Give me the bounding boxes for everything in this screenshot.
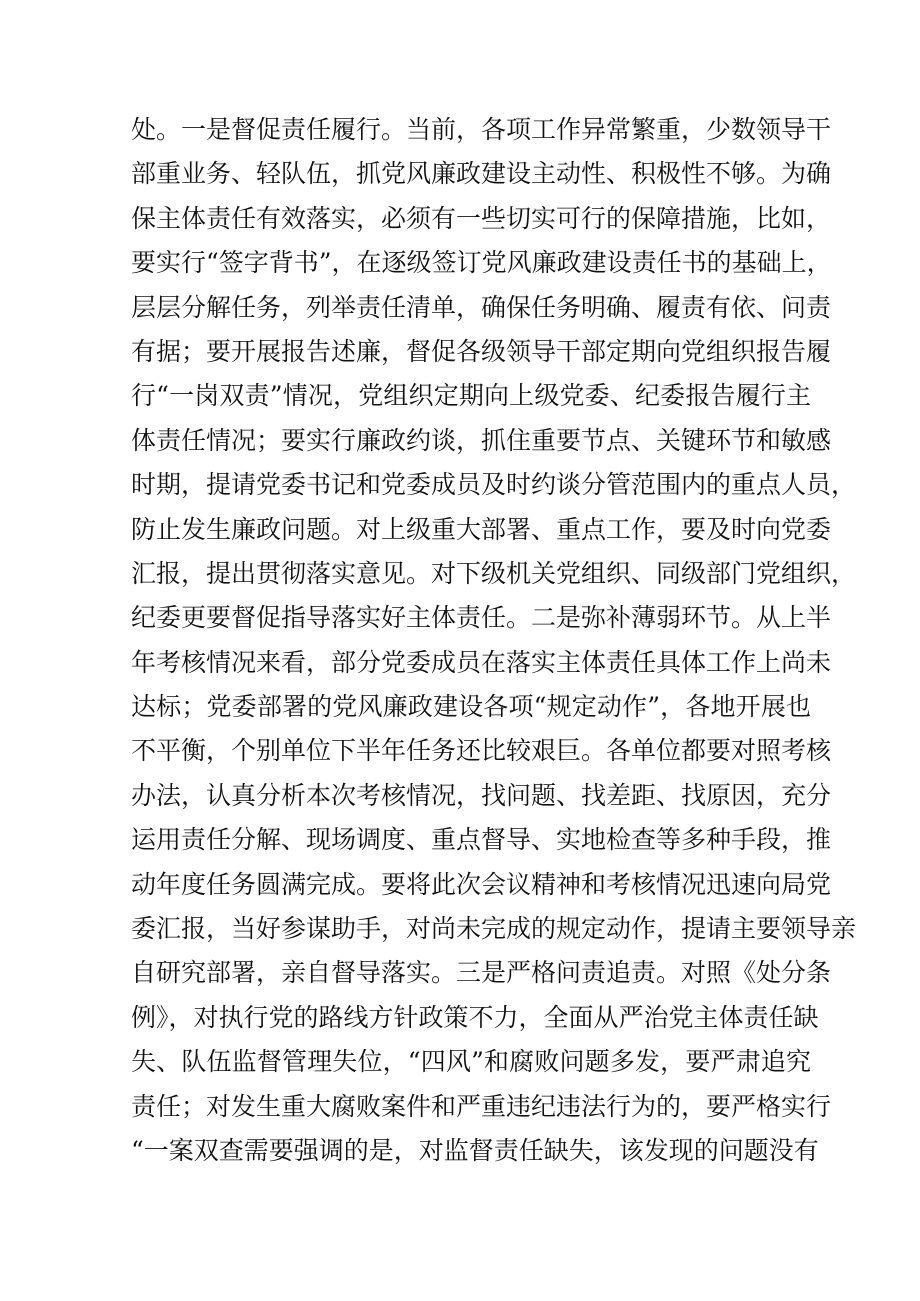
text-line: 要实行“签字背书”，在逐级签订党风廉政建设责任书的基础上，: [131, 248, 832, 278]
text-line: 责任；对发生重大腐败案件和严重违纪违法行为的，要严格实行: [131, 1091, 832, 1121]
text-line: 失、队伍监督管理失位，“四风”和腐败问题多发，要严肃追究: [131, 1047, 811, 1077]
text-line: 层层分解任务，列举责任清单，确保任务明确、履责有依、问责: [131, 292, 832, 322]
text-line: “一案双查需要强调的是，对监督责任缺失，该发现的问题没有: [131, 1135, 819, 1165]
text-line: 办法，认真分析本次考核情况，找问题、找差距、找原因，充分: [131, 780, 832, 810]
text-line: 不平衡，个别单位下半年任务还比较艰巨。各单位都要对照考核: [131, 736, 832, 766]
body-paragraph: [131, 108, 857, 1173]
text-line: 保主体责任有效落实，必须有一些切实可行的保障措施，比如，: [131, 203, 832, 233]
text-line: 行“一岗双责”情况，党组织定期向上级党委、纪委报告履行主: [131, 381, 811, 411]
text-line: 防止发生廉政问题。对上级重大部署、重点工作，要及时向党委: [131, 514, 832, 544]
text-line: 运用责任分解、现场调度、重点督导、实地检查等多种手段，推: [131, 825, 832, 855]
text-line: 年考核情况来看，部分党委成员在落实主体责任具体工作上尚未: [131, 647, 832, 677]
text-line: 委汇报，当好参谋助手，对尚未完成的规定动作，提请主要领导亲: [131, 914, 857, 944]
text-line: 自研究部署，亲自督导落实。三是严格问责追责。对照《处分条: [131, 958, 832, 988]
text-line: 汇报，提出贯彻落实意见。对下级机关党组织、同级部门党组织，: [131, 558, 857, 588]
text-line: 动年度任务圆满完成。要将此次会议精神和考核情况迅速向局党: [131, 869, 832, 899]
text-line: 时期，提请党委书记和党委成员及时约谈分管范围内的重点人员，: [131, 470, 857, 500]
text-line: 处。一是督促责任履行。当前，各项工作异常繁重，少数领导干: [131, 115, 832, 144]
text-line: 部重业务、轻队伍，抓党风廉政建设主动性、积极性不够。为确: [131, 159, 832, 189]
text-line: 体责任情况；要实行廉政约谈，抓住重要节点、关键环节和敏感: [131, 425, 832, 455]
text-line: 例》，对执行党的路线方针政策不力，全面从严治党主体责任缺: [131, 1002, 819, 1032]
text-line: 纪委更要督促指导落实好主体责任。二是弥补薄弱环节。从上半: [131, 603, 832, 633]
text-line: 有据；要开展报告述廉，督促各级领导干部定期向党组织报告履: [131, 336, 832, 366]
text-line: 达标；党委部署的党风廉政建设各项“规定动作”，各地开展也: [131, 692, 811, 722]
